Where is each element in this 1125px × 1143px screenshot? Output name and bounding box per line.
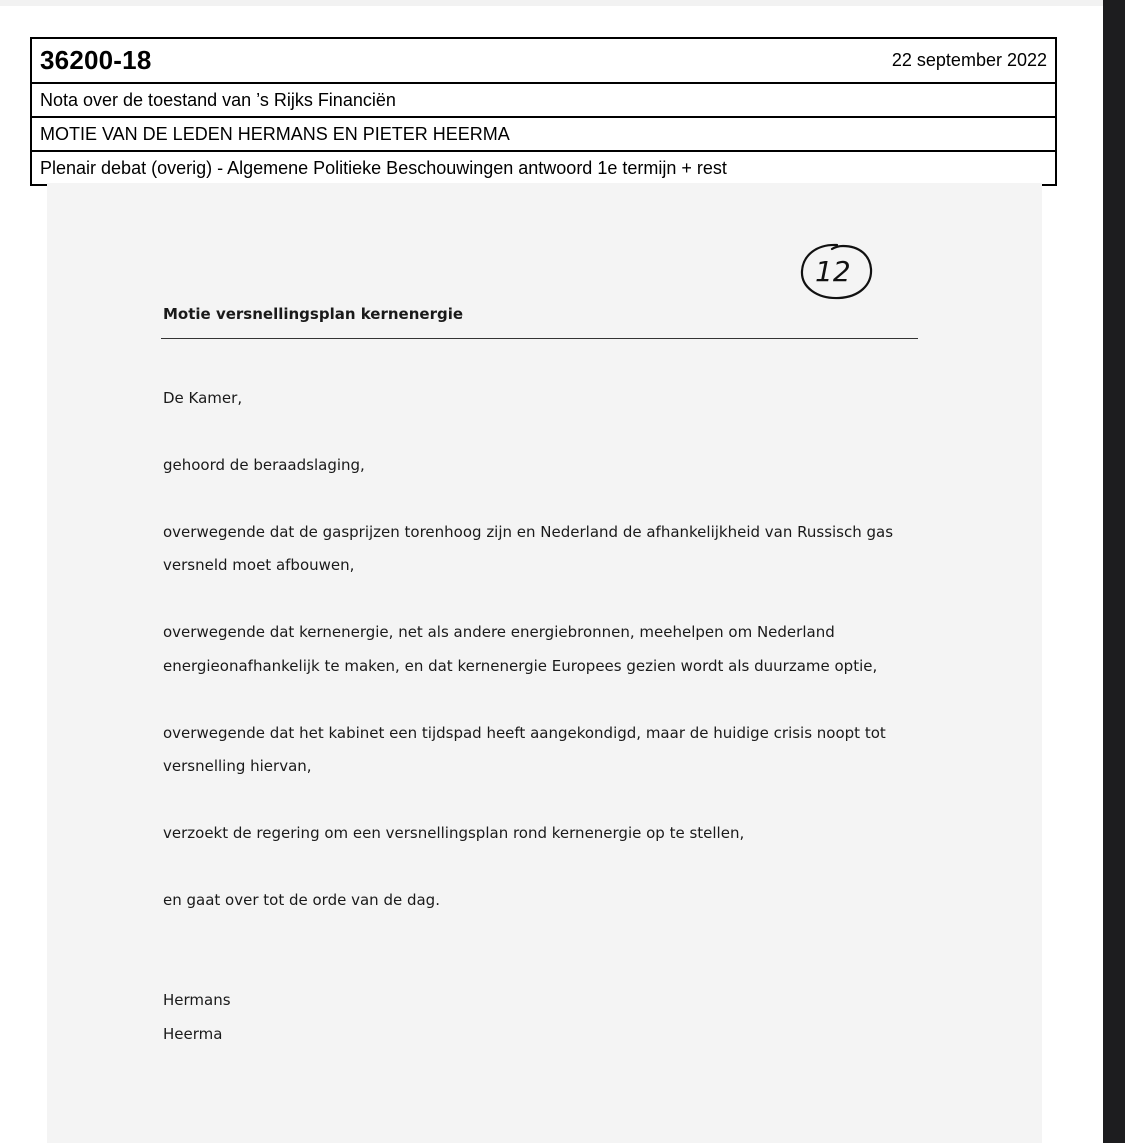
salutation: De Kamer, bbox=[163, 389, 243, 407]
considering-1-line-2: versneld moet afbouwen, bbox=[163, 556, 355, 574]
subject-text: Nota over de toestand van ’s Rijks Financiën bbox=[40, 89, 396, 110]
document-page bbox=[47, 183, 1042, 1143]
debate-text: Plenair debat (overig) - Algemene Politieke Beschouwingen antwoord 1e termijn + rest bbox=[40, 157, 727, 178]
heard-clause: gehoord de beraadslaging, bbox=[163, 456, 365, 474]
closing-clause: en gaat over tot de orde van de dag. bbox=[163, 891, 440, 909]
considering-3-line-1: overwegende dat het kabinet een tijdspad heeft aangekondigd, maar de huidige crisis noopt tot bbox=[163, 724, 886, 742]
considering-2-line-2: energieonafhankelijk te maken, en dat kernenergie Europees gezien wordt als duurzame optie, bbox=[163, 657, 878, 675]
signatory-1: Hermans bbox=[163, 991, 231, 1009]
request-clause: verzoekt de regering om een versnellingsplan rond kernenergie op te stellen, bbox=[163, 824, 745, 842]
top-strip bbox=[0, 0, 1103, 6]
considering-2-line-1: overwegende dat kernenergie, net als andere energiebronnen, meehelpen om Nederland bbox=[163, 623, 835, 641]
considering-3-line-2: versnelling hiervan, bbox=[163, 757, 312, 775]
motion-title: Motie versnellingsplan kernenergie bbox=[163, 305, 464, 323]
signatory-2: Heerma bbox=[163, 1025, 223, 1043]
handwritten-number-stamp bbox=[799, 239, 879, 305]
scrollbar[interactable] bbox=[1103, 0, 1125, 1143]
header-row-debate bbox=[32, 152, 1055, 184]
considering-1-line-1: overwegende dat de gasprijzen torenhoog zijn en Nederland de afhankelijkheid van Russisch gas bbox=[163, 523, 894, 541]
header-row-subject bbox=[32, 84, 1055, 118]
header-row-motion-by bbox=[32, 118, 1055, 152]
document-number: 36200-18 bbox=[40, 45, 152, 75]
header-row-number bbox=[32, 39, 1055, 84]
stamp-number-text: 12 bbox=[815, 255, 851, 288]
header-table bbox=[30, 37, 1057, 186]
title-divider bbox=[161, 338, 918, 339]
motion-by-text: MOTIE VAN DE LEDEN HERMANS EN PIETER HEERMA bbox=[40, 123, 510, 144]
document-date: 22 september 2022 bbox=[891, 50, 1047, 70]
